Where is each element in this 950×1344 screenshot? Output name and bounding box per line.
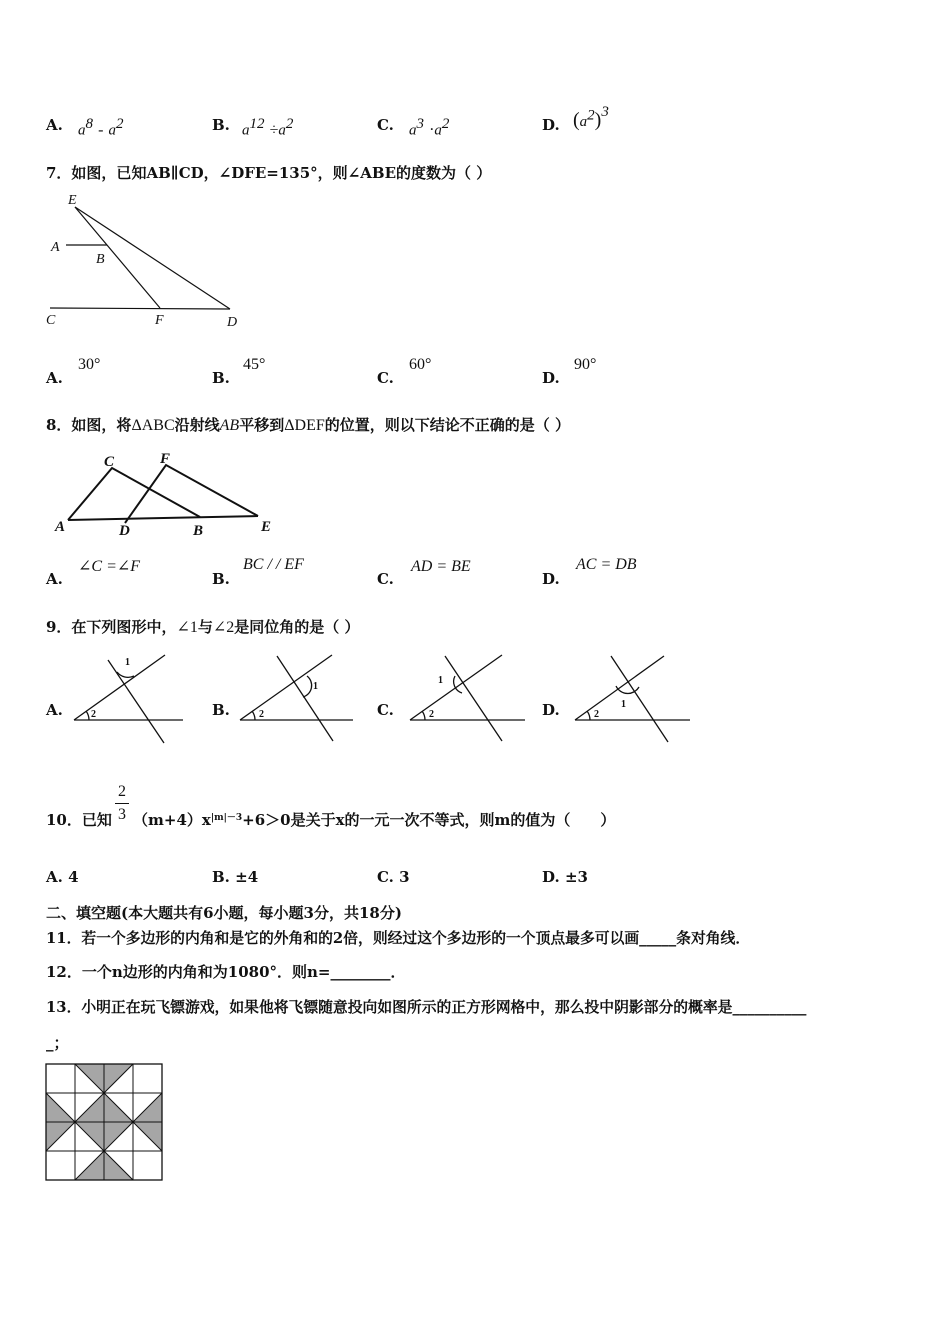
q9c-mark-2: 2: [429, 709, 434, 720]
q10-option-d: D. ±3: [542, 868, 588, 886]
q8-option-c-value: AD = BE: [411, 558, 471, 575]
q9-option-a-label: A.: [46, 701, 63, 719]
q9-option-c-label: C.: [377, 701, 394, 719]
q10-option-c: C. 3: [377, 868, 410, 886]
q8-label-d: D: [119, 523, 130, 539]
q11-stem: 11．若一个多边形的内角和是它的外角和的2倍，则经过这个多边形的一个顶点最多可以画_____条对角线．: [46, 930, 751, 947]
q9d-mark-2: 2: [594, 709, 599, 720]
q6-option-a-label: A.: [46, 116, 63, 134]
q10-option-b: B. ±4: [212, 868, 259, 886]
q8-option-d-label: D.: [542, 570, 560, 588]
q7-label-d: D: [227, 315, 238, 330]
q7-option-c-value: 60°: [409, 356, 432, 373]
q13-stem: 13．小明正在玩飞镖游戏，如果他将飞镖随意投向如图所示的正方形网格中，那么投中阴影部分的概率是__________: [46, 999, 807, 1016]
q6-option-b-label: B.: [212, 116, 230, 134]
q8-option-d-value: AC = DB: [576, 556, 637, 573]
q8-label-b: B: [193, 523, 204, 539]
q12-stem: 12．一个n边形的内角和为1080°．则n=________．: [46, 963, 406, 981]
q7-option-a-label: A.: [46, 369, 63, 387]
q8-label-a: A: [55, 519, 66, 535]
q9-option-b-label: B.: [212, 701, 230, 719]
q7-stem: 7．如图，已知AB∥CD，∠DFE=135°，则∠ABE的度数为（ ）: [46, 164, 492, 182]
q9-option-d-label: D.: [542, 701, 560, 719]
q7-label-f: F: [155, 313, 164, 328]
q8-option-b-label: B.: [212, 570, 230, 588]
section2-title: 二、填空题(本大题共有6小题，每小题3分，共18分): [46, 904, 402, 922]
q9d-mark-1: 1: [621, 699, 626, 710]
q10-fraction-num: 2: [118, 783, 126, 800]
q8-option-b-value: BC / / EF: [243, 556, 304, 573]
q8-label-f: F: [160, 451, 171, 467]
q7-option-d-value: 90°: [574, 356, 597, 373]
q7-label-b: B: [96, 252, 105, 267]
q7-option-b-label: B.: [212, 369, 230, 387]
q7-label-c: C: [46, 313, 56, 328]
q6-option-b-expr: $a^{12} \div a^2$: [242, 116, 294, 139]
q7-label-e: E: [68, 193, 77, 208]
q8-option-a-label: A.: [46, 570, 63, 588]
q9-stem: 9．在下列图形中，∠1与∠2是同位角的是（ ）: [46, 618, 360, 636]
q9a-mark-2: 2: [91, 709, 96, 720]
q13-stem-tail: _；: [46, 1034, 69, 1052]
q8-label-c: C: [104, 454, 115, 470]
q6-option-a-expr: $a^8 - a^2$: [78, 116, 124, 139]
q6-option-c-label: C.: [377, 116, 394, 134]
q7-option-c-label: C.: [377, 369, 394, 387]
q7-label-a: A: [51, 240, 60, 255]
q9b-mark-1: 1: [313, 681, 318, 692]
q6-option-d-label: D.: [542, 116, 560, 134]
q8-label-e: E: [261, 519, 272, 535]
q8-option-c-label: C.: [377, 570, 394, 588]
q7-option-b-value: 45°: [243, 356, 266, 373]
q10-fraction-den: 3: [118, 806, 126, 823]
q8-option-a-value: ∠C =∠F: [78, 558, 141, 575]
q7-option-d-label: D.: [542, 369, 560, 387]
q6-option-d-expr: $(a^2)^3$: [573, 104, 609, 131]
q10-stem: $(m+4)x^{|m|-3}+6>0$是关于x的一元一次不等式，则m的值为（ ）: [133, 811, 616, 829]
q10-option-a: A. 4: [46, 868, 79, 886]
q6-option-c-expr: $a^3 \cdot a^2$: [409, 116, 450, 139]
q9b-mark-2: 2: [259, 709, 264, 720]
q8-stem: 8．如图，将ΔABC沿射线AB平移到ΔDEF的位置，则以下结论不正确的是（ ）: [46, 416, 570, 434]
q9c-mark-1: 1: [438, 675, 443, 686]
q10-stem-prefix: 10．已知: [46, 811, 112, 829]
q7-option-a-value: 30°: [78, 356, 101, 373]
q9a-mark-1: 1: [125, 657, 130, 668]
